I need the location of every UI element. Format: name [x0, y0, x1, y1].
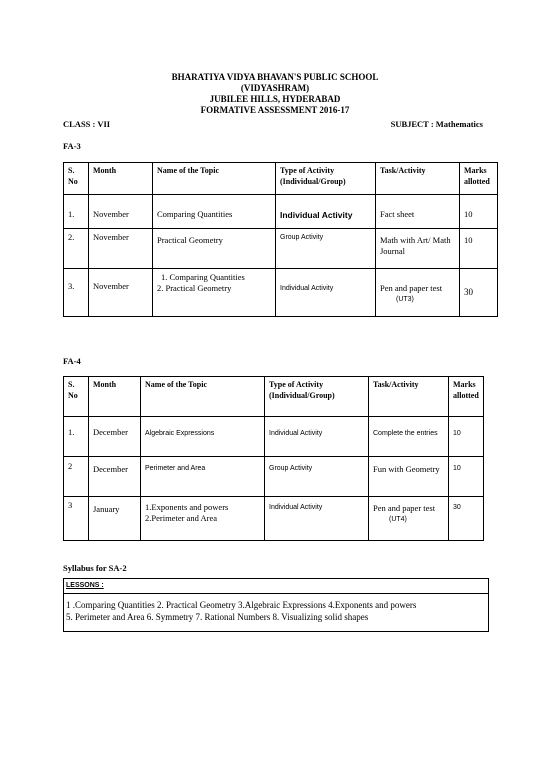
col-month: Month: [89, 163, 153, 195]
cell-task: [369, 497, 449, 541]
lessons-label: LESSONS :: [64, 579, 488, 594]
col-topic: Name of the Topic: [141, 377, 265, 417]
cell-topic: Practical Geometry: [153, 229, 276, 269]
col-task: Task/Activity: [369, 377, 449, 417]
cell-sno: 2: [64, 457, 89, 497]
topic-line: 1. Comparing Quantities: [161, 272, 245, 282]
school-location: JUBILEE HILLS, HYDERABAD: [209, 94, 341, 104]
col-marks: Marks allotted: [449, 377, 484, 417]
task-text: Pen and paper test: [373, 503, 436, 513]
table-row: [64, 195, 498, 229]
cell-type: Group Activity: [265, 457, 369, 497]
table-row: [64, 269, 498, 317]
document-title: FORMATIVE ASSESSMENT 2016-17: [200, 105, 350, 115]
col-sno: S. No: [64, 377, 89, 417]
table-header-row: [64, 163, 498, 195]
cell-marks: 10: [449, 417, 484, 457]
cell-sno: 3: [64, 497, 89, 541]
cell-topic: Algebraic Expressions: [141, 417, 265, 457]
table-row: [64, 457, 484, 497]
cell-task: Fun with Geometry: [369, 457, 449, 497]
cell-sno: 1.: [64, 417, 89, 457]
school-name: BHARATIYA VIDYA BHAVAN'S PUBLIC SCHOOL: [171, 72, 379, 82]
cell-topic: Perimeter and Area: [141, 457, 265, 497]
task-text: Pen and paper test: [380, 283, 443, 293]
lessons-line-1: 1 .Comparing Quantities 2. Practical Geometry 3.Algebraic Expressions 4.Exponents and powers: [66, 600, 417, 610]
topic-line: 2. Practical Geometry: [157, 283, 232, 293]
class-label: CLASS : VII: [63, 119, 111, 129]
cell-marks: 30: [449, 497, 484, 541]
col-type: Type of Activity (Individual/Group): [276, 163, 376, 195]
col-task: Task/Activity: [376, 163, 460, 195]
cell-sno: 3.: [64, 269, 89, 317]
cell-sno: 2.: [64, 229, 89, 269]
col-topic: Name of the Topic: [153, 163, 276, 195]
col-month: Month: [89, 377, 141, 417]
task-sub: (UT3): [396, 296, 414, 303]
cell-type: Individual Activity: [276, 195, 376, 229]
topic-line: 1.Exponents and powers: [145, 502, 229, 512]
cell-type: Individual Activity: [265, 417, 369, 457]
fa3-table: [63, 162, 498, 317]
cell-marks: 30: [460, 269, 498, 317]
cell-month: November: [89, 269, 153, 317]
table-row: [64, 229, 498, 269]
cell-topic: [153, 269, 276, 317]
col-marks: Marks allotted: [460, 163, 498, 195]
syllabus-box: [63, 578, 489, 632]
fa4-table: [63, 376, 484, 541]
table-row: [64, 417, 484, 457]
cell-month: November: [89, 229, 153, 269]
cell-marks: 10: [460, 195, 498, 229]
cell-month: December: [89, 417, 141, 457]
subject-label: SUBJECT : Mathematics: [390, 119, 483, 129]
cell-month: December: [89, 457, 141, 497]
cell-month: January: [89, 497, 141, 541]
school-header: [0, 72, 550, 116]
table-row: [64, 497, 484, 541]
cell-type: Group Activity: [276, 229, 376, 269]
col-sno: S. No: [64, 163, 89, 195]
syllabus-title: Syllabus for SA-2: [63, 563, 127, 573]
cell-type: Individual Activity: [276, 269, 376, 317]
cell-task: Fact sheet: [376, 195, 460, 229]
cell-sno: 1.: [64, 195, 89, 229]
cell-topic: Comparing Quantities: [153, 195, 276, 229]
cell-task: Math with Art/ Math Journal: [376, 229, 460, 269]
school-subname: (VIDYASHRAM): [240, 83, 310, 93]
table-header-row: [64, 377, 484, 417]
cell-type: Individual Activity: [265, 497, 369, 541]
cell-task: Complete the entries: [369, 417, 449, 457]
cell-month: November: [89, 195, 153, 229]
cell-task: [376, 269, 460, 317]
col-type: Type of Activity (Individual/Group): [265, 377, 369, 417]
topic-line: 2.Perimeter and Area: [145, 513, 217, 523]
cell-marks: 10: [449, 457, 484, 497]
lessons-line-2: 5. Perimeter and Area 6. Symmetry 7. Rational Numbers 8. Visualizing solid shapes: [66, 612, 369, 622]
fa3-title: FA-3: [63, 141, 81, 151]
fa4-title: FA-4: [63, 356, 81, 366]
task-sub: (UT4): [389, 516, 407, 523]
cell-topic: [141, 497, 265, 541]
cell-marks: 10: [460, 229, 498, 269]
